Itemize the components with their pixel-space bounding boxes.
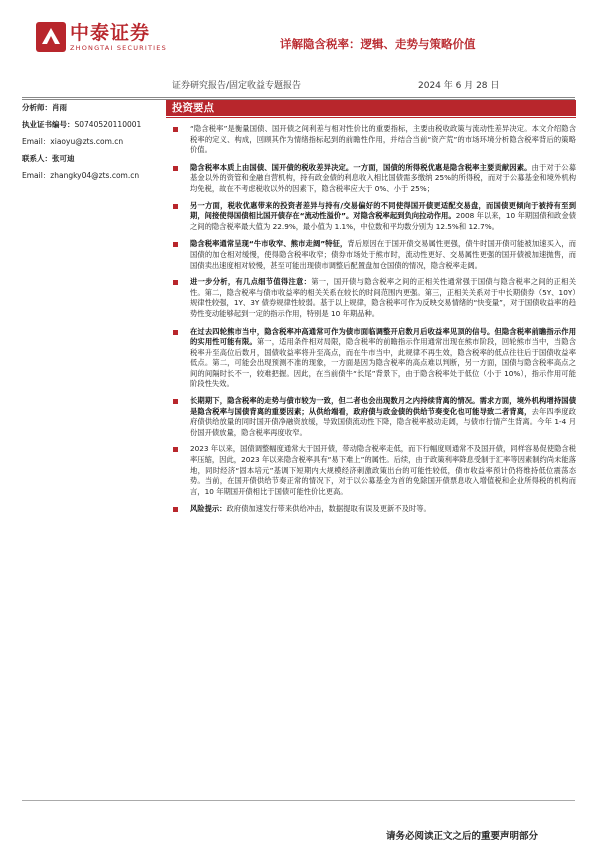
analyst-label: 分析师： [22, 103, 52, 112]
bullet-text: 背后原因在于国开债交易属性更强，债牛时国开债可能被加速买入，而国债的加仓相对缓慢，使得隐含税率收窄；债券市场处于熊市时，流动性更好、交易属性更强的国开债被加速抛售，而国债卖出速度相对较慢，甚至可能出现债市调整后配置盘加仓国债的情况，隐含税率走阔。 [190, 239, 577, 270]
bullet-text: 第一，适用条件相对局限，隐含税率的前瞻指示作用通常出现在熊市阶段，回轮熊市当中，当隐含税率升至高位后数月，国债收益率将升至高点，而在牛市当中，此规律不再生效，隐含税率的低点往往后于国债收益率低点。第二，可能会出现预测不准的现象，一方面是因为隐含税率的高点难以判断，另一方面，国债与隐含税率高点之间的间隔时长不一，较难把握。因此，在当前债牛“长尾”背景下，由于隐含税率处于低位（小于 10%），指示作用可能阶段性失效。 [190, 337, 577, 389]
brand-name-en: ZHONGTAI SECURITIES [70, 43, 167, 52]
bullet-text: 去年四季度政府债供给放量的同时国开债净融资放缓，导致国债流动性下降，隐含税率被动走阔，与债市行情产生背离。今年 1-4 月份国开债放量，隐含税率再度收窄。 [190, 406, 577, 437]
list-item [166, 163, 576, 195]
cert-number: S0740520110001 [74, 120, 142, 129]
bullet-text: 2008 年以来，10 年期国债和政金债之间的隐含税率最大值为 22.9%，最小值为 1.1%，中位数和平均数分别为 12.5%和 12.7%。 [190, 211, 576, 231]
analyst-info [22, 102, 158, 187]
highlight-list [166, 124, 576, 515]
bullet-square-icon [173, 507, 178, 512]
bullet-square-icon [173, 399, 178, 404]
bullet-square-icon [173, 242, 178, 247]
list-item [166, 327, 576, 391]
brand-name-cn: 中泰证券 [70, 21, 151, 44]
header-divider [22, 97, 575, 98]
list-item [166, 201, 576, 233]
bullet-square-icon [173, 204, 178, 209]
bullet-heading: 在过去四轮熊市当中，隐含税率冲高通常可作为债市面临调整开启数月后收益率见顶的信号。但隐含税率前瞻指示作用的实用性可能有限。 [190, 326, 576, 347]
section-underline [166, 117, 576, 118]
section-title: 投资要点 [166, 100, 576, 116]
list-item [166, 239, 576, 271]
footer-disclaimer: 请务必阅读正文之后的重要声明部分 [386, 831, 539, 842]
contact-row [22, 153, 158, 164]
analyst-name: 肖雨 [52, 103, 67, 112]
contact-email[interactable]: Email：zhangky04@zts.com.cn [22, 171, 140, 180]
analyst-row [22, 102, 158, 113]
report-category: 证券研究报告/固定收益专题报告 [172, 81, 302, 91]
contact-name: 张可迪 [52, 154, 75, 163]
list-item [166, 444, 576, 497]
bullet-text: 第一，国开债与隐含税率之间的正相关性通常强于国债与隐含税率之间的正相关性。第二，隐含税率与债市收益率的相关关系在较长的时间范围内更强。第三，正相关关系对于中长期债券（5Y、10Y）规律性较强，1Y、3Y 债券规律性较弱。基于以上规律，隐含税率可作为反映交易情绪的“快变量”，对于国债收益率的趋势性变动能够起到一定的指示作用，特别是 10 年期品种。 [190, 277, 576, 318]
list-item [166, 396, 576, 438]
analyst-email[interactable]: Email：xiaoyu@zts.com.cn [22, 137, 124, 146]
bullet-text: “隐含税率”是衡量国债、国开债之间利差与相对性价比的重要指标，主要由税收政策与流动性差异决定。本文介绍隐含税率的定义、构成，回顾其作为情绪指标起到的前瞻性作用，并结合当前“资产荒”的市场环境分析隐含税率背后的策略价值。 [190, 124, 576, 155]
report-title: 详解隐含税率：逻辑、走势与策略价值 [280, 37, 476, 51]
investment-highlights [166, 100, 576, 515]
zhongtai-logo-icon [36, 22, 66, 52]
company-logo [36, 22, 167, 52]
list-item [166, 504, 576, 515]
list-item [166, 124, 576, 156]
bullet-square-icon [173, 447, 178, 452]
bullet-text: 由于对于公募基金以外的资管和金融自营机构，持有政金债的利息收入相比国债需多缴纳 25%的所得税，而对于公募基金和境外机构均免税，故在不考虑税收以外的因素下，隐含税率应大于 0%、小于 25%； [190, 162, 577, 193]
cert-label: 执业证书编号： [22, 120, 75, 129]
list-item [166, 277, 576, 319]
contact-label: 联系人： [22, 154, 52, 163]
bullet-heading: 长期期下，隐含税率的走势与债市较为一致，但二者也会出现数月之内持续背离的情况。需求方面，境外机构增持国债是隐含税率与国债背离的重要因素；从供给端看，政府债与政金债的供给节奏变化也可能导致二者背离， [190, 396, 576, 416]
bullet-text: 政府债加速发行带来供给冲击，数据提取有误及更新不及时等。 [226, 504, 431, 514]
report-meta [0, 78, 595, 94]
footer-divider [22, 800, 575, 801]
cert-row [22, 119, 158, 130]
bullet-heading: 隐含税率通常呈现“牛市收窄、熊市走阔”特征， [190, 239, 348, 249]
bullet-heading: 风险提示： [190, 504, 227, 514]
bullet-square-icon [173, 330, 178, 335]
bullet-square-icon [173, 166, 178, 171]
bullet-text: 2023 年以来，国债调整幅度通常大于国开债，带动隐含税率走低，而下行幅度则通常不及国开债，同样容易促使隐含税率压缩，因此，2023 年以来隐含税率具有“易下难上”的属性。后续，由于政策利率降息受制于汇率等因素制约尚未能落地，同时经济“固本培元”基调下短期内大规模经济刺激政策出台的可能性较低，债市收益率预计仍将维持低位震荡态势。当前，在国开债供给节奏正常的情况下，对于以公募基金为首的免除国开债票息收入增值税和企业所得税的机构而言，10 年期国开债相比于国债可能性价比更高。 [190, 444, 576, 496]
bullet-square-icon [173, 127, 178, 132]
bullet-heading: 另一方面，税收优惠带来的投资者差异与持有/交易偏好的不同使得国开债更适配交易盘，而国债更倾向于被持有至到期，间接使得国债相比国开债存在“流动性溢价”。对隐含税率起到负向拉动作用。 [190, 200, 576, 221]
bullet-heading: 进一步分析，有几点细节值得注意： [190, 277, 312, 287]
bullet-heading: 隐含税率本质上由国债、国开债的税收差异决定。一方面，国债的所得税优惠是隐含税率主要贡献因素。 [190, 162, 532, 172]
bullet-square-icon [173, 280, 178, 285]
report-date: 2024 年 6 月 28 日 [418, 81, 500, 91]
